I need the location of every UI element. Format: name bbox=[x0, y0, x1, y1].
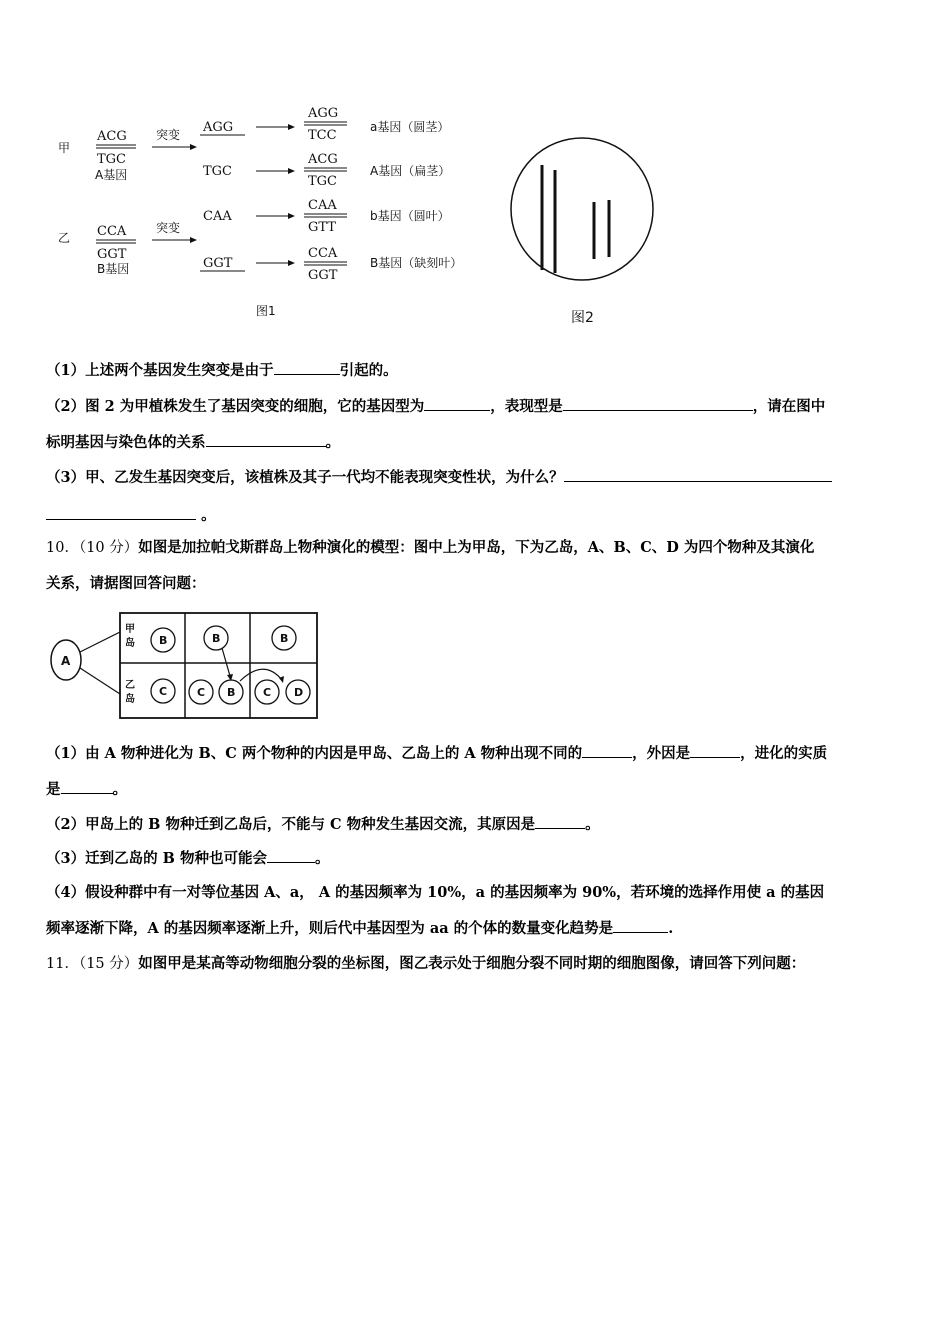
mutation-label-2: 突变 bbox=[156, 221, 181, 235]
answer-blank[interactable] bbox=[267, 848, 315, 863]
svg-text:B: B bbox=[159, 634, 168, 647]
row2-top: ACG bbox=[308, 152, 338, 167]
row1-top: AGG bbox=[308, 106, 339, 121]
svg-text:A: A bbox=[61, 654, 71, 668]
svg-text:B: B bbox=[227, 686, 236, 699]
svg-text:岛: 岛 bbox=[125, 638, 135, 649]
island-jia-label: 甲 bbox=[125, 624, 135, 635]
svg-text:C: C bbox=[263, 686, 272, 699]
row2-gene: A基因（扁茎） bbox=[370, 164, 451, 178]
answer-blank[interactable] bbox=[46, 505, 196, 520]
orig-b-top: CCA bbox=[97, 224, 127, 239]
answer-blank[interactable] bbox=[690, 743, 740, 758]
figure2-caption: 图2 bbox=[571, 310, 594, 326]
answer-blank[interactable] bbox=[613, 918, 668, 933]
orig-a-bottom: TGC bbox=[97, 152, 127, 167]
q9-part3-cont: 。 bbox=[46, 505, 906, 526]
q10-part1-cont: 是 。 bbox=[46, 781, 127, 798]
q10-part1: （1）由 A 物种进化为 B、C 两个物种的内因是甲岛、乙岛上的 A 物种出现不同的 ，外因是 ，进化的实质 bbox=[46, 745, 828, 762]
row3-top: CAA bbox=[308, 198, 337, 213]
q9-part2-cont: 标明基因与染色体的关系 。 bbox=[46, 434, 340, 451]
orig-b-bottom: GGT bbox=[97, 247, 127, 262]
svg-text:B: B bbox=[212, 632, 221, 645]
q10-part2: （2）甲岛上的 B 物种迁到乙岛后，不能与 C 物种发生基因交流，其原因是 。 bbox=[46, 816, 600, 833]
q9-part1: （1）上述两个基因发生突变是由于 引起的。 bbox=[46, 362, 398, 379]
row3-strand: CAA bbox=[203, 209, 232, 224]
row-label-jia: 甲 bbox=[58, 141, 71, 155]
orig-b-gene: B基因 bbox=[97, 262, 130, 276]
row-label-yi: 乙 bbox=[58, 231, 71, 245]
orig-a-gene: A基因 bbox=[95, 168, 128, 182]
row4-bottom: GGT bbox=[308, 268, 338, 283]
mutation-label-1: 突变 bbox=[156, 128, 181, 142]
q11-intro: 11．（15 分）如图甲是某高等动物细胞分裂的坐标图，图乙表示处于细胞分裂不同时期的细胞图像，请回答下列问题： bbox=[46, 955, 806, 972]
row1-strand: AGG bbox=[203, 120, 234, 135]
row2-bottom: TGC bbox=[308, 174, 338, 189]
svg-text:岛: 岛 bbox=[125, 694, 135, 705]
row1-bottom: TCC bbox=[308, 128, 337, 143]
figure2-cell bbox=[505, 125, 665, 335]
q10-part4: （4）假设种群中有一对等位基因 A、a， A 的基因频率为 10%，a 的基因频率为 90%，若环境的选择作用使 a 的基因 bbox=[46, 884, 825, 901]
answer-blank[interactable] bbox=[535, 814, 585, 829]
row3-gene: b基因（圆叶） bbox=[370, 209, 450, 223]
q9-part3: （3）甲、乙发生基因突变后，该植株及其子一代均不能表现突变性状，为什么？ bbox=[46, 467, 906, 488]
q10-part3: （3）迁到乙岛的 B 物种也可能会 。 bbox=[46, 850, 330, 867]
q10-part4-cont: 频率逐渐下降，A 的基因频率逐渐上升，则后代中基因型为 aa 的个体的数量变化趋势是 . bbox=[46, 920, 674, 937]
q10-intro: 10．（10 分）如图是加拉帕戈斯群岛上物种演化的模型：图中上为甲岛，下为乙岛，A、B、C、D 为四个物种及其演化 bbox=[46, 539, 815, 556]
row2-strand: TGC bbox=[203, 164, 233, 179]
answer-blank[interactable] bbox=[582, 743, 632, 758]
svg-text:C: C bbox=[159, 685, 168, 698]
answer-blank[interactable] bbox=[274, 360, 340, 375]
island-yi-label: 乙 bbox=[125, 680, 135, 691]
row3-bottom: GTT bbox=[308, 220, 336, 235]
answer-blank[interactable] bbox=[424, 396, 490, 411]
answer-blank[interactable] bbox=[563, 396, 753, 411]
answer-blank[interactable] bbox=[61, 779, 113, 794]
row1-gene: a基因（圆茎） bbox=[370, 120, 450, 134]
answer-blank[interactable] bbox=[206, 432, 326, 447]
svg-text:D: D bbox=[294, 686, 304, 699]
row4-top: CCA bbox=[308, 246, 338, 261]
row4-gene: B基因（缺刻叶） bbox=[370, 256, 463, 270]
figure1-caption: 图1 bbox=[256, 304, 276, 318]
svg-text:B: B bbox=[280, 632, 289, 645]
figure1-gene-mutation bbox=[40, 95, 510, 325]
q10-island-diagram bbox=[44, 608, 324, 723]
svg-text:C: C bbox=[197, 686, 206, 699]
orig-a-top: ACG bbox=[97, 129, 127, 144]
answer-blank[interactable] bbox=[564, 467, 832, 482]
q9-part2: （2）图 2 为甲植株发生了基因突变的细胞，它的基因型为 ，表现型是 ，请在图中 bbox=[46, 398, 826, 415]
row4-strand: GGT bbox=[203, 256, 233, 271]
q10-intro-cont: 关系，请据图回答问题： bbox=[46, 575, 206, 592]
